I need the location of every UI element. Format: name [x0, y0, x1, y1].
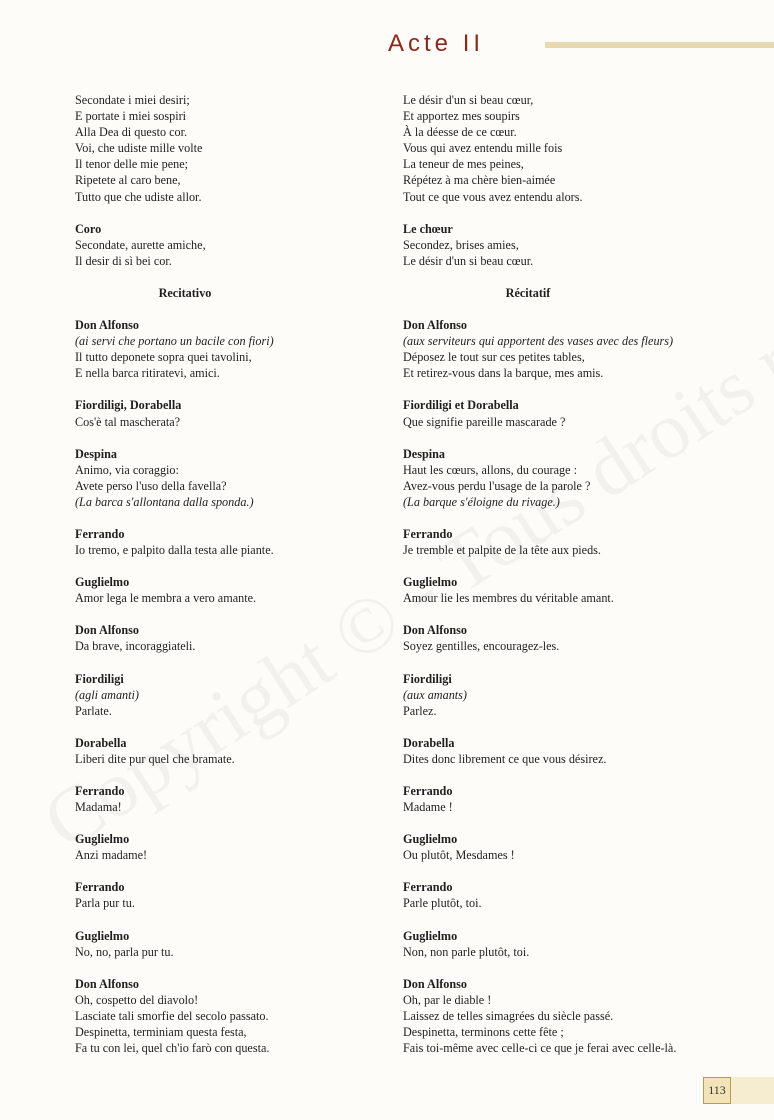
- dialogue-block: [75, 879, 375, 911]
- verse-line: Secondate, aurette amiche,: [75, 237, 206, 252]
- speaker-name: Don Alfonso: [75, 623, 140, 638]
- verse-line: Io tremo, e palpito dalla testa alle piante.: [75, 543, 274, 558]
- dialogue-block: [75, 397, 375, 429]
- dialogue-block: [75, 446, 375, 510]
- verse-line: Madame !: [403, 800, 453, 815]
- speaker-name: Coro: [75, 221, 102, 236]
- dialogue-block: [75, 221, 375, 269]
- dialogue-block: [75, 928, 375, 960]
- speaker-name: Guglielmo: [403, 575, 458, 590]
- dialogue-block: [403, 976, 763, 1056]
- dialogue-block: [403, 622, 763, 654]
- dialogue-block: [75, 976, 375, 1056]
- verse-line: Voi, che udiste mille volte: [75, 141, 203, 156]
- verse-line: Dites donc librement ce que vous désirez.: [403, 751, 607, 766]
- speaker-name: Fiordiligi et Dorabella: [403, 398, 519, 413]
- speaker-name: Don Alfonso: [403, 976, 468, 991]
- verse-line: Parle plutôt, toi.: [403, 896, 482, 911]
- dialogue-block: [75, 317, 375, 381]
- verse-line: Le désir d'un si beau cœur,: [403, 93, 534, 107]
- verse-line: E portate i miei sospiri: [75, 109, 187, 124]
- speaker-name: Fiordiligi, Dorabella: [75, 398, 182, 413]
- verse-line: E nella barca ritiratevi, amici.: [75, 366, 220, 381]
- speaker-name: Ferrando: [75, 784, 125, 798]
- speaker-name: Guglielmo: [403, 832, 458, 847]
- verse-line: À la déesse de ce cœur.: [403, 125, 517, 140]
- dialogue-block: [403, 735, 763, 767]
- verse-line: Laissez de telles simagrées du siècle passé.: [403, 1008, 614, 1023]
- verse-line: Soyez gentilles, encouragez-les.: [403, 639, 560, 654]
- dialogue-block: [403, 526, 763, 558]
- verse-line: Despinetta, terminons cette fête ;: [403, 1025, 564, 1040]
- speaker-name: Don Alfonso: [75, 318, 140, 333]
- dialogue-block: [403, 221, 763, 269]
- speaker-name: Ferrando: [75, 526, 125, 541]
- verse-line: Amor lega le membra a vero amante.: [75, 591, 257, 606]
- dialogue-block: [403, 879, 763, 911]
- dialogue-block: [75, 831, 375, 863]
- verse-line: La teneur de mes peines,: [403, 157, 524, 172]
- speaker-name: Ferrando: [403, 526, 453, 541]
- stage-direction: (aux serviteurs qui apportent des vases avec des fleurs): [403, 334, 674, 349]
- dialogue-block: [75, 622, 375, 654]
- verse-line: Tout ce que vous avez entendu alors.: [403, 189, 583, 204]
- verse-line: Da brave, incoraggiateli.: [75, 639, 196, 654]
- verse-line: Oh, par le diable !: [403, 992, 492, 1007]
- verse-line: Le désir d'un si beau cœur.: [403, 253, 534, 268]
- dialogue-block: [75, 526, 375, 558]
- dialogue-block: [403, 317, 763, 381]
- speaker-name: Fiordiligi: [75, 671, 124, 686]
- verse-line: Parlate.: [75, 703, 112, 718]
- stage-direction: (ai servi che portano un bacile con fiori): [75, 334, 274, 349]
- verse-line: Lasciate tali smorfie del secolo passato.: [75, 1008, 269, 1023]
- speaker-name: Guglielmo: [75, 928, 130, 943]
- french-column: [403, 92, 763, 1072]
- verse-line: Fais toi-même avec celle-ci ce que je ferai avec celle-là.: [403, 1041, 677, 1056]
- speaker-name: Despina: [75, 446, 117, 461]
- verse-line: Anzi madame!: [75, 848, 148, 863]
- verse-line: Avez-vous perdu l'usage de la parole ?: [403, 478, 591, 493]
- speaker-name: Guglielmo: [403, 928, 458, 943]
- page-bar: [731, 1077, 774, 1104]
- verse-line: Il tenor delle mie pene;: [75, 157, 189, 172]
- dialogue-block: [75, 92, 375, 205]
- verse-line: Amour lie les membres du véritable amant.: [403, 591, 614, 606]
- verse-line: Il desir di sì bei cor.: [75, 253, 172, 268]
- speaker-name: Ferrando: [403, 784, 453, 798]
- speaker-name: Dorabella: [75, 735, 127, 750]
- verse-line: Secondez, brises amies,: [403, 237, 519, 252]
- verse-line: Animo, via coraggio:: [75, 462, 179, 477]
- section-heading: Récitatif: [505, 285, 551, 300]
- header-rule: [545, 42, 774, 48]
- verse-line: Répétez à ma chère bien-aimée: [403, 173, 556, 188]
- stage-direction: (La barque s'éloigne du rivage.): [403, 494, 560, 509]
- dialogue-block: [75, 735, 375, 767]
- dialogue-block: [75, 783, 375, 815]
- dialogue-block: [403, 928, 763, 960]
- speaker-name: Fiordiligi: [403, 671, 452, 686]
- dialogue-block: [403, 446, 763, 510]
- verse-line: Et apportez mes soupirs: [403, 109, 520, 124]
- page-number: 113: [703, 1077, 731, 1104]
- speaker-name: Don Alfonso: [403, 623, 468, 638]
- verse-line: Déposez le tout sur ces petites tables,: [403, 350, 585, 365]
- dialogue-block: [75, 574, 375, 606]
- speaker-name: Le chœur: [403, 221, 453, 236]
- dialogue-block: [403, 783, 763, 815]
- speaker-name: Despina: [403, 446, 445, 461]
- verse-line: Fa tu con lei, quel ch'io farò con questa.: [75, 1041, 270, 1056]
- speaker-name: Dorabella: [403, 735, 455, 750]
- verse-line: Que signifie pareille mascarade ?: [403, 414, 566, 429]
- speaker-name: Guglielmo: [75, 832, 130, 847]
- verse-line: No, no, parla pur tu.: [75, 944, 174, 959]
- verse-line: Tutto que che udiste allor.: [75, 189, 202, 204]
- verse-line: Il tutto deponete sopra quei tavolini,: [75, 350, 252, 365]
- verse-line: Despinetta, terminiam questa festa,: [75, 1025, 247, 1040]
- speaker-name: Ferrando: [75, 880, 125, 895]
- dialogue-block: [403, 831, 763, 863]
- verse-line: Alla Dea di questo cor.: [75, 125, 188, 140]
- speaker-name: Ferrando: [403, 880, 453, 895]
- dialogue-block: [403, 574, 763, 606]
- verse-line: Ou plutôt, Mesdames !: [403, 848, 515, 863]
- speaker-name: Guglielmo: [75, 575, 130, 590]
- dialogue-block: [403, 92, 763, 205]
- verse-line: Haut les cœurs, allons, du courage :: [403, 462, 577, 477]
- verse-line: Madama!: [75, 800, 122, 815]
- verse-line: Ripetete al caro bene,: [75, 173, 181, 188]
- verse-line: Parlez.: [403, 703, 437, 718]
- verse-line: Et retirez-vous dans la barque, mes amis.: [403, 366, 604, 381]
- verse-line: Non, non parle plutôt, toi.: [403, 944, 530, 959]
- page-title: Acte II: [388, 30, 485, 57]
- dialogue-block: [403, 397, 763, 429]
- dialogue-block: [403, 671, 763, 719]
- italian-column: [75, 92, 375, 1072]
- verse-line: Avete perso l'uso della favella?: [75, 478, 227, 493]
- stage-direction: (aux amants): [403, 687, 467, 702]
- verse-line: Je tremble et palpite de la tête aux pieds.: [403, 543, 601, 558]
- verse-line: Parla pur tu.: [75, 896, 135, 911]
- dialogue-block: [75, 671, 375, 719]
- speaker-name: Don Alfonso: [75, 976, 140, 991]
- verse-line: Vous qui avez entendu mille fois: [403, 141, 563, 156]
- verse-line: Oh, cospetto del diavolo!: [75, 992, 199, 1007]
- stage-direction: (agli amanti): [75, 687, 139, 702]
- verse-line: Cos'è tal mascherata?: [75, 414, 181, 429]
- stage-direction: (La barca s'allontana dalla sponda.): [75, 494, 254, 509]
- verse-line: Secondate i miei desiri;: [75, 93, 190, 107]
- speaker-name: Don Alfonso: [403, 318, 468, 333]
- section-heading: Recitativo: [158, 285, 212, 300]
- verse-line: Liberi dite pur quel che bramate.: [75, 751, 235, 766]
